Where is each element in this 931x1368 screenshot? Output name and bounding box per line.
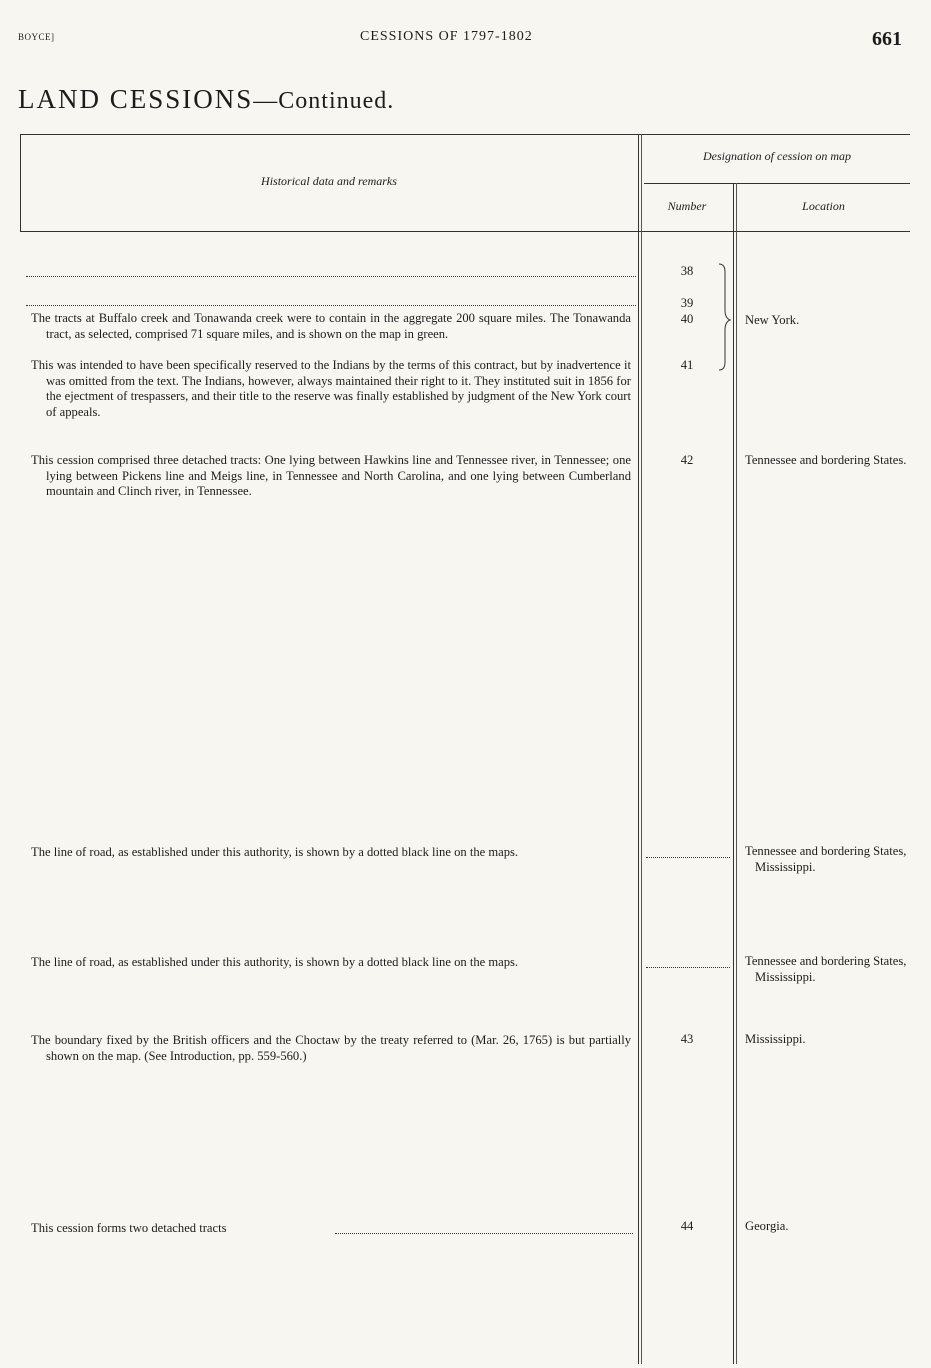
remarks-row-44-text: This cession forms two detached tracts: [31, 1221, 227, 1235]
running-head-author: BOYCE]: [18, 32, 55, 42]
remarks-road-1: The line of road, as established under this authority, is shown by a dotted black line on the maps.: [31, 845, 519, 859]
remarks-row-44: [31, 1221, 631, 1237]
section-title: [18, 84, 394, 115]
table-top-rule: [20, 134, 910, 135]
right-brace-new-york: [716, 262, 732, 374]
number-column-rule: [733, 183, 734, 1364]
cession-number-38: 38: [680, 264, 694, 278]
cession-number-44: 44: [680, 1219, 694, 1233]
number-leader-road-1: [646, 857, 730, 858]
designation-subrule: [644, 183, 910, 184]
section-title-continued: —Continued.: [253, 88, 395, 114]
cession-number-40: 40: [680, 312, 694, 326]
location-row-42: Tennessee and bordering States.: [745, 453, 907, 467]
remarks-buffalo-tonawanda: The tracts at Buffalo creek and Tonawanda creek were to contain in the aggregate 200 square miles. The Tonawanda tract, as selected, comprised 71 square miles, and is shown on the map in green.: [31, 311, 631, 341]
remarks-road-2: The line of road, as established under this authority, is shown by a dotted black line on the maps.: [31, 955, 519, 969]
section-title-main: LAND CESSIONS: [18, 84, 254, 114]
location-row-44: Georgia.: [745, 1219, 789, 1233]
page-number: 661: [872, 28, 902, 50]
running-head-title: CESSIONS OF 1797-1802: [360, 29, 533, 44]
remarks-reserve-omitted: This was intended to have been specifically reserved to the Indians by the terms of this contract, but by inadvertence it was omitted from the text. The Indians, however, always maintained their right to it. They instituted suit in 1856 for the ejectment of trespassers, and their title to the reserve was finally established by judgment of the New York court of appeals.: [31, 358, 631, 419]
location-row-43: Mississippi.: [745, 1032, 806, 1046]
location-new-york: New York.: [745, 313, 800, 327]
header-designation: Designation of cession on map: [703, 149, 851, 163]
header-location: Location: [802, 199, 845, 213]
dotted-leader-44: [335, 1233, 633, 1234]
remarks-column-rule: [638, 134, 639, 1364]
cession-number-39: 39: [680, 296, 694, 310]
dotted-leader-38: [26, 276, 636, 277]
number-leader-road-2: [646, 967, 730, 968]
location-road-1: Tennessee and bordering States, Mississippi.: [745, 844, 907, 874]
cession-number-43: 43: [680, 1032, 694, 1046]
remarks-row-43: The boundary fixed by the British officers and the Choctaw by the treaty referred to (Mar. 26, 1765) is but partially shown on the map. (See Introduction, pp. 559-560.): [31, 1033, 631, 1063]
location-road-2: Tennessee and bordering States, Mississippi.: [745, 954, 907, 984]
header-bottom-rule: [20, 231, 910, 232]
header-number: Number: [667, 199, 707, 213]
remarks-row-42: This cession comprised three detached tracts: One lying between Hawkins line and Tennessee river, in Tennessee; one lying between Pickens line and Meigs line, in Tennessee and North Carolina, and one lying between Cumberland mountain and Clinch river, in Tennessee.: [31, 453, 631, 498]
cession-number-41: 41: [680, 358, 694, 372]
dotted-leader-39: [26, 305, 636, 306]
cession-number-42: 42: [680, 453, 694, 467]
header-remarks: Historical data and remarks: [261, 174, 397, 188]
